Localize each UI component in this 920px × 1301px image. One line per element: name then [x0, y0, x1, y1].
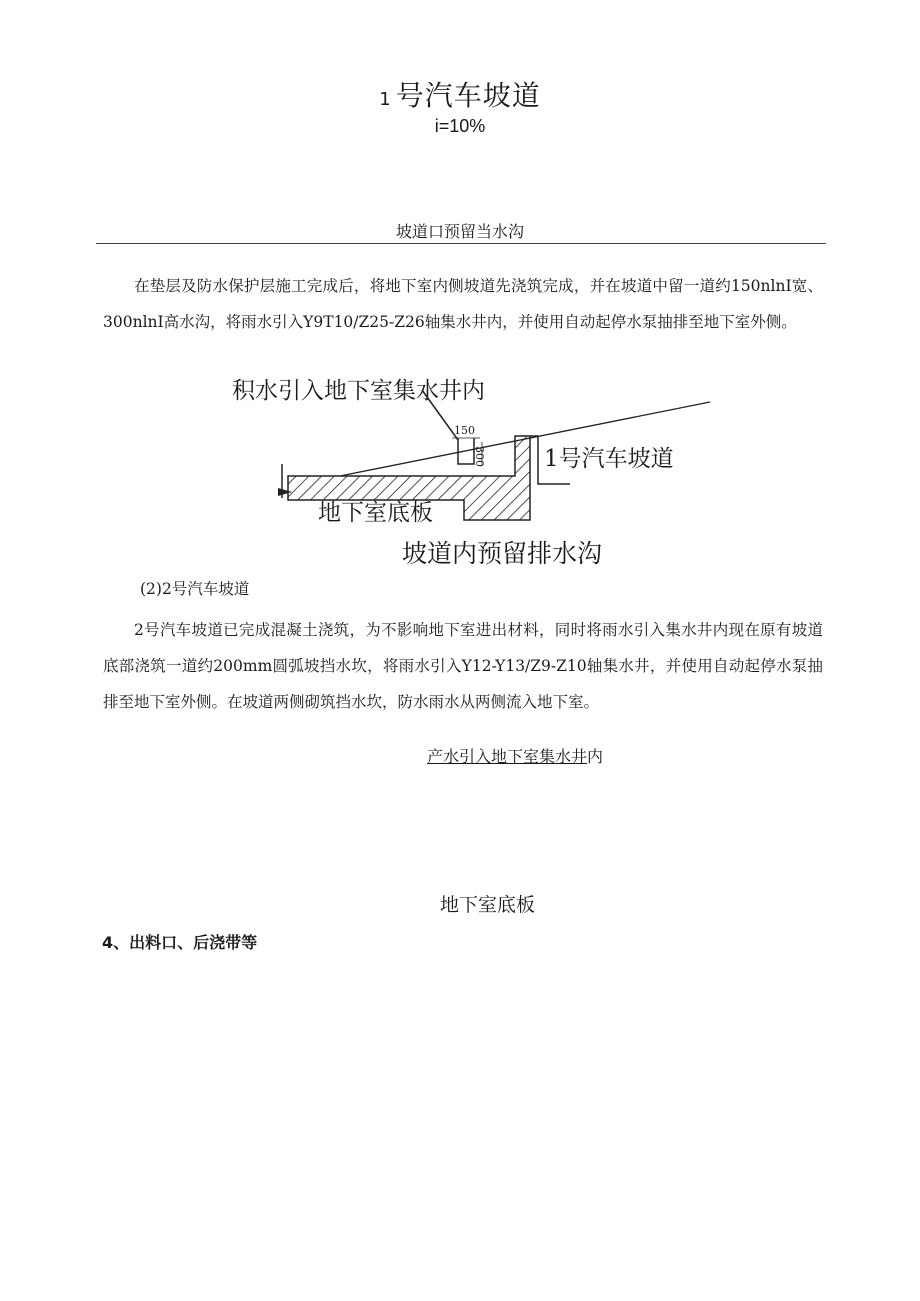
paragraph-2: 2号汽车坡道已完成混凝土浇筑，为不影响地下室进出材料，同时将雨水引入集水井内现在原有坡道底部浇筑一道约200mm圆弧坡挡水坎，将雨水引入Y12-Y13/Z9-Z10轴集水井，并使用自动起停水泵抽排至地下室外侧。在坡道两侧砌筑挡水坎，防水雨水从两侧流入地下室。 — [103, 621, 823, 711]
title-text: 号汽车坡道 — [395, 79, 541, 112]
caption2-underlined: 产水引入地下室集水井 — [426, 747, 587, 766]
page-title — [0, 74, 920, 114]
dim-width: 150 — [454, 424, 475, 437]
caption2-rest: 内 — [587, 747, 604, 766]
ramp-drainage-diagram — [200, 368, 720, 573]
diagram-label-ramp: 1号汽车坡道 — [544, 446, 674, 472]
slope-label: i=10% — [434, 116, 486, 136]
section-caption: 坡道口预留当水沟 — [395, 222, 524, 241]
paragraph-1: 在垫层及防水保护层施工完成后，将地下室内侧坡道先浇筑完成，并在坡道中留一道约150nlnI宽、300nlnI高水沟，将雨水引入Y9T10/Z25-Z26轴集水井内，并使用自动起停水泵抽排至地下室外侧。 — [103, 277, 823, 331]
diagram-label-top: 积水引入地下室集水井内 — [232, 378, 485, 404]
figure-caption-3: 地下室底板 — [439, 894, 535, 916]
figure-caption-2 — [0, 744, 920, 767]
subsection-heading: (2)2号汽车坡道 — [140, 580, 250, 598]
diagram-label-bottom: 坡道内预留排水沟 — [402, 539, 603, 568]
dim-height: 300 — [473, 446, 486, 467]
divider — [96, 243, 826, 244]
section-heading-4: 4、出料口、后浇带等 — [102, 933, 258, 952]
diagram-label-slab: 地下室底板 — [318, 500, 433, 526]
title-number: 1 — [379, 89, 392, 110]
